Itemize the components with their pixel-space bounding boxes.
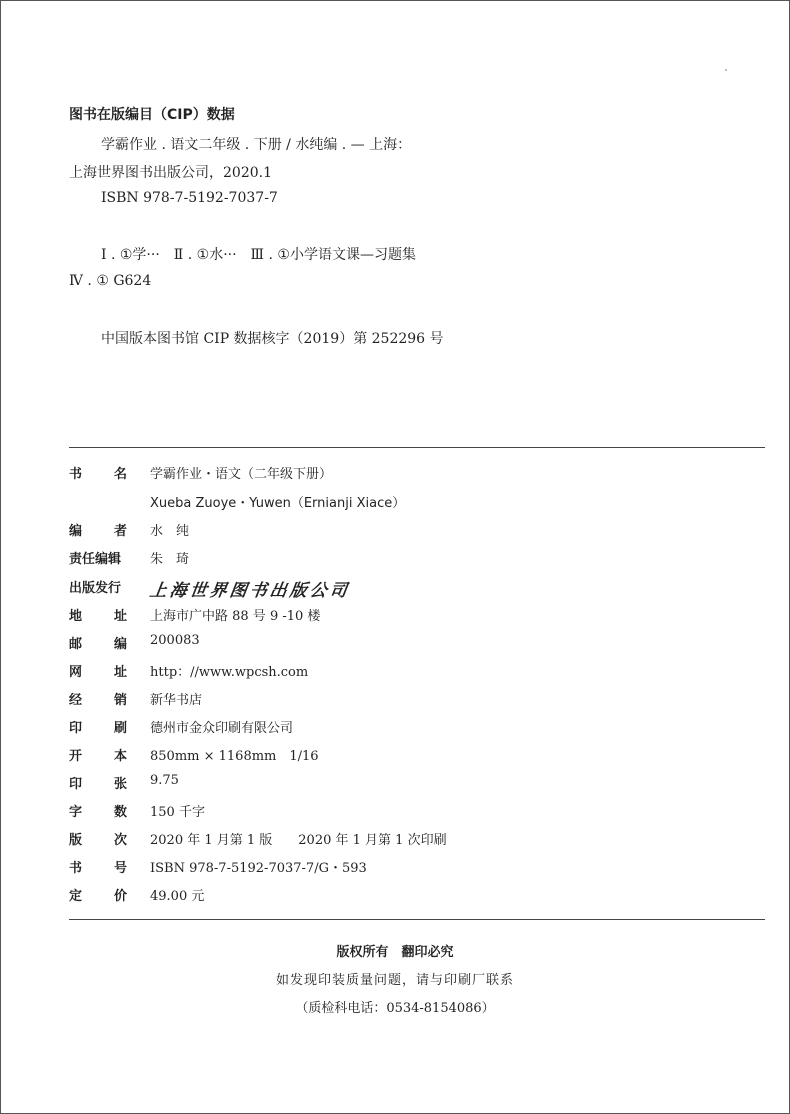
cip-title-line: 学霸作业 . 语文二年级 . 下册 / 水纯编 . — 上海： [101,137,412,153]
label-publisher: 出版发行 [69,581,122,596]
value-editor: 水 纯 [150,524,190,539]
label-title: 书 名 [69,467,127,482]
label-price: 定 价 [69,889,127,904]
rights-notice: 版权所有 翻印必究 [336,945,454,960]
label-sheets: 印 张 [69,777,127,792]
cip-classification-1: Ⅰ . ①学··· Ⅱ . ①水··· Ⅲ . ①小学语文课—习题集 [101,247,416,263]
label-responsible-editor: 责任编辑 [69,552,122,567]
top-divider [69,447,765,448]
label-postcode: 邮 编 [69,637,127,652]
label-distributor: 经 销 [69,693,127,708]
value-format: 850mm × 1168mm 1/16 [150,749,319,764]
cip-record-number: 中国版本图书馆 CIP 数据核字（2019）第 252296 号 [101,331,444,347]
label-book-number: 书 号 [69,861,127,876]
value-book-number: ISBN 978-7-5192-7037-7/G・593 [150,861,367,876]
label-edition: 版 次 [69,833,127,848]
value-word-count: 150 千字 [150,805,205,820]
value-title-pinyin: Xueba Zuoye・Yuwen（Ernianji Xiace） [150,496,406,511]
value-title: 学霸作业・语文（二年级下册） [150,467,333,482]
cip-isbn: ISBN 978-7-5192-7037-7 [101,190,278,206]
quality-notice: 如发现印装质量问题，请与印刷厂联系 [275,973,514,988]
cip-classification-2: Ⅳ . ① G624 [69,273,152,289]
value-responsible-editor: 朱 琦 [150,552,190,567]
publisher-logo-text: 上海世界图书出版公司 [148,581,352,601]
label-editor: 编 者 [69,524,127,539]
value-edition: 2020 年 1 月第 1 版 2020 年 1 月第 1 次印刷 [150,833,447,848]
value-sheets: 9.75 [150,773,179,788]
value-address: 上海市广中路 88 号 9 -10 楼 [150,609,321,624]
value-postcode: 200083 [150,633,200,648]
quality-phone: （质检科电话：0534-8154086） [295,1001,495,1016]
value-website: http：//www.wpcsh.com [150,665,309,680]
speck [725,69,727,71]
cip-publisher-line: 上海世界图书出版公司，2020.1 [69,165,272,181]
value-distributor: 新华书店 [150,693,203,708]
label-address: 地 址 [69,609,127,624]
label-website: 网 址 [69,665,127,680]
label-printer: 印 刷 [69,721,127,736]
label-format: 开 本 [69,749,127,764]
cip-heading: 图书在版编目（CIP）数据 [69,107,235,123]
value-printer: 德州市金众印刷有限公司 [150,721,294,736]
value-price: 49.00 元 [150,889,205,904]
bottom-divider [69,919,765,920]
label-word-count: 字 数 [69,805,127,820]
